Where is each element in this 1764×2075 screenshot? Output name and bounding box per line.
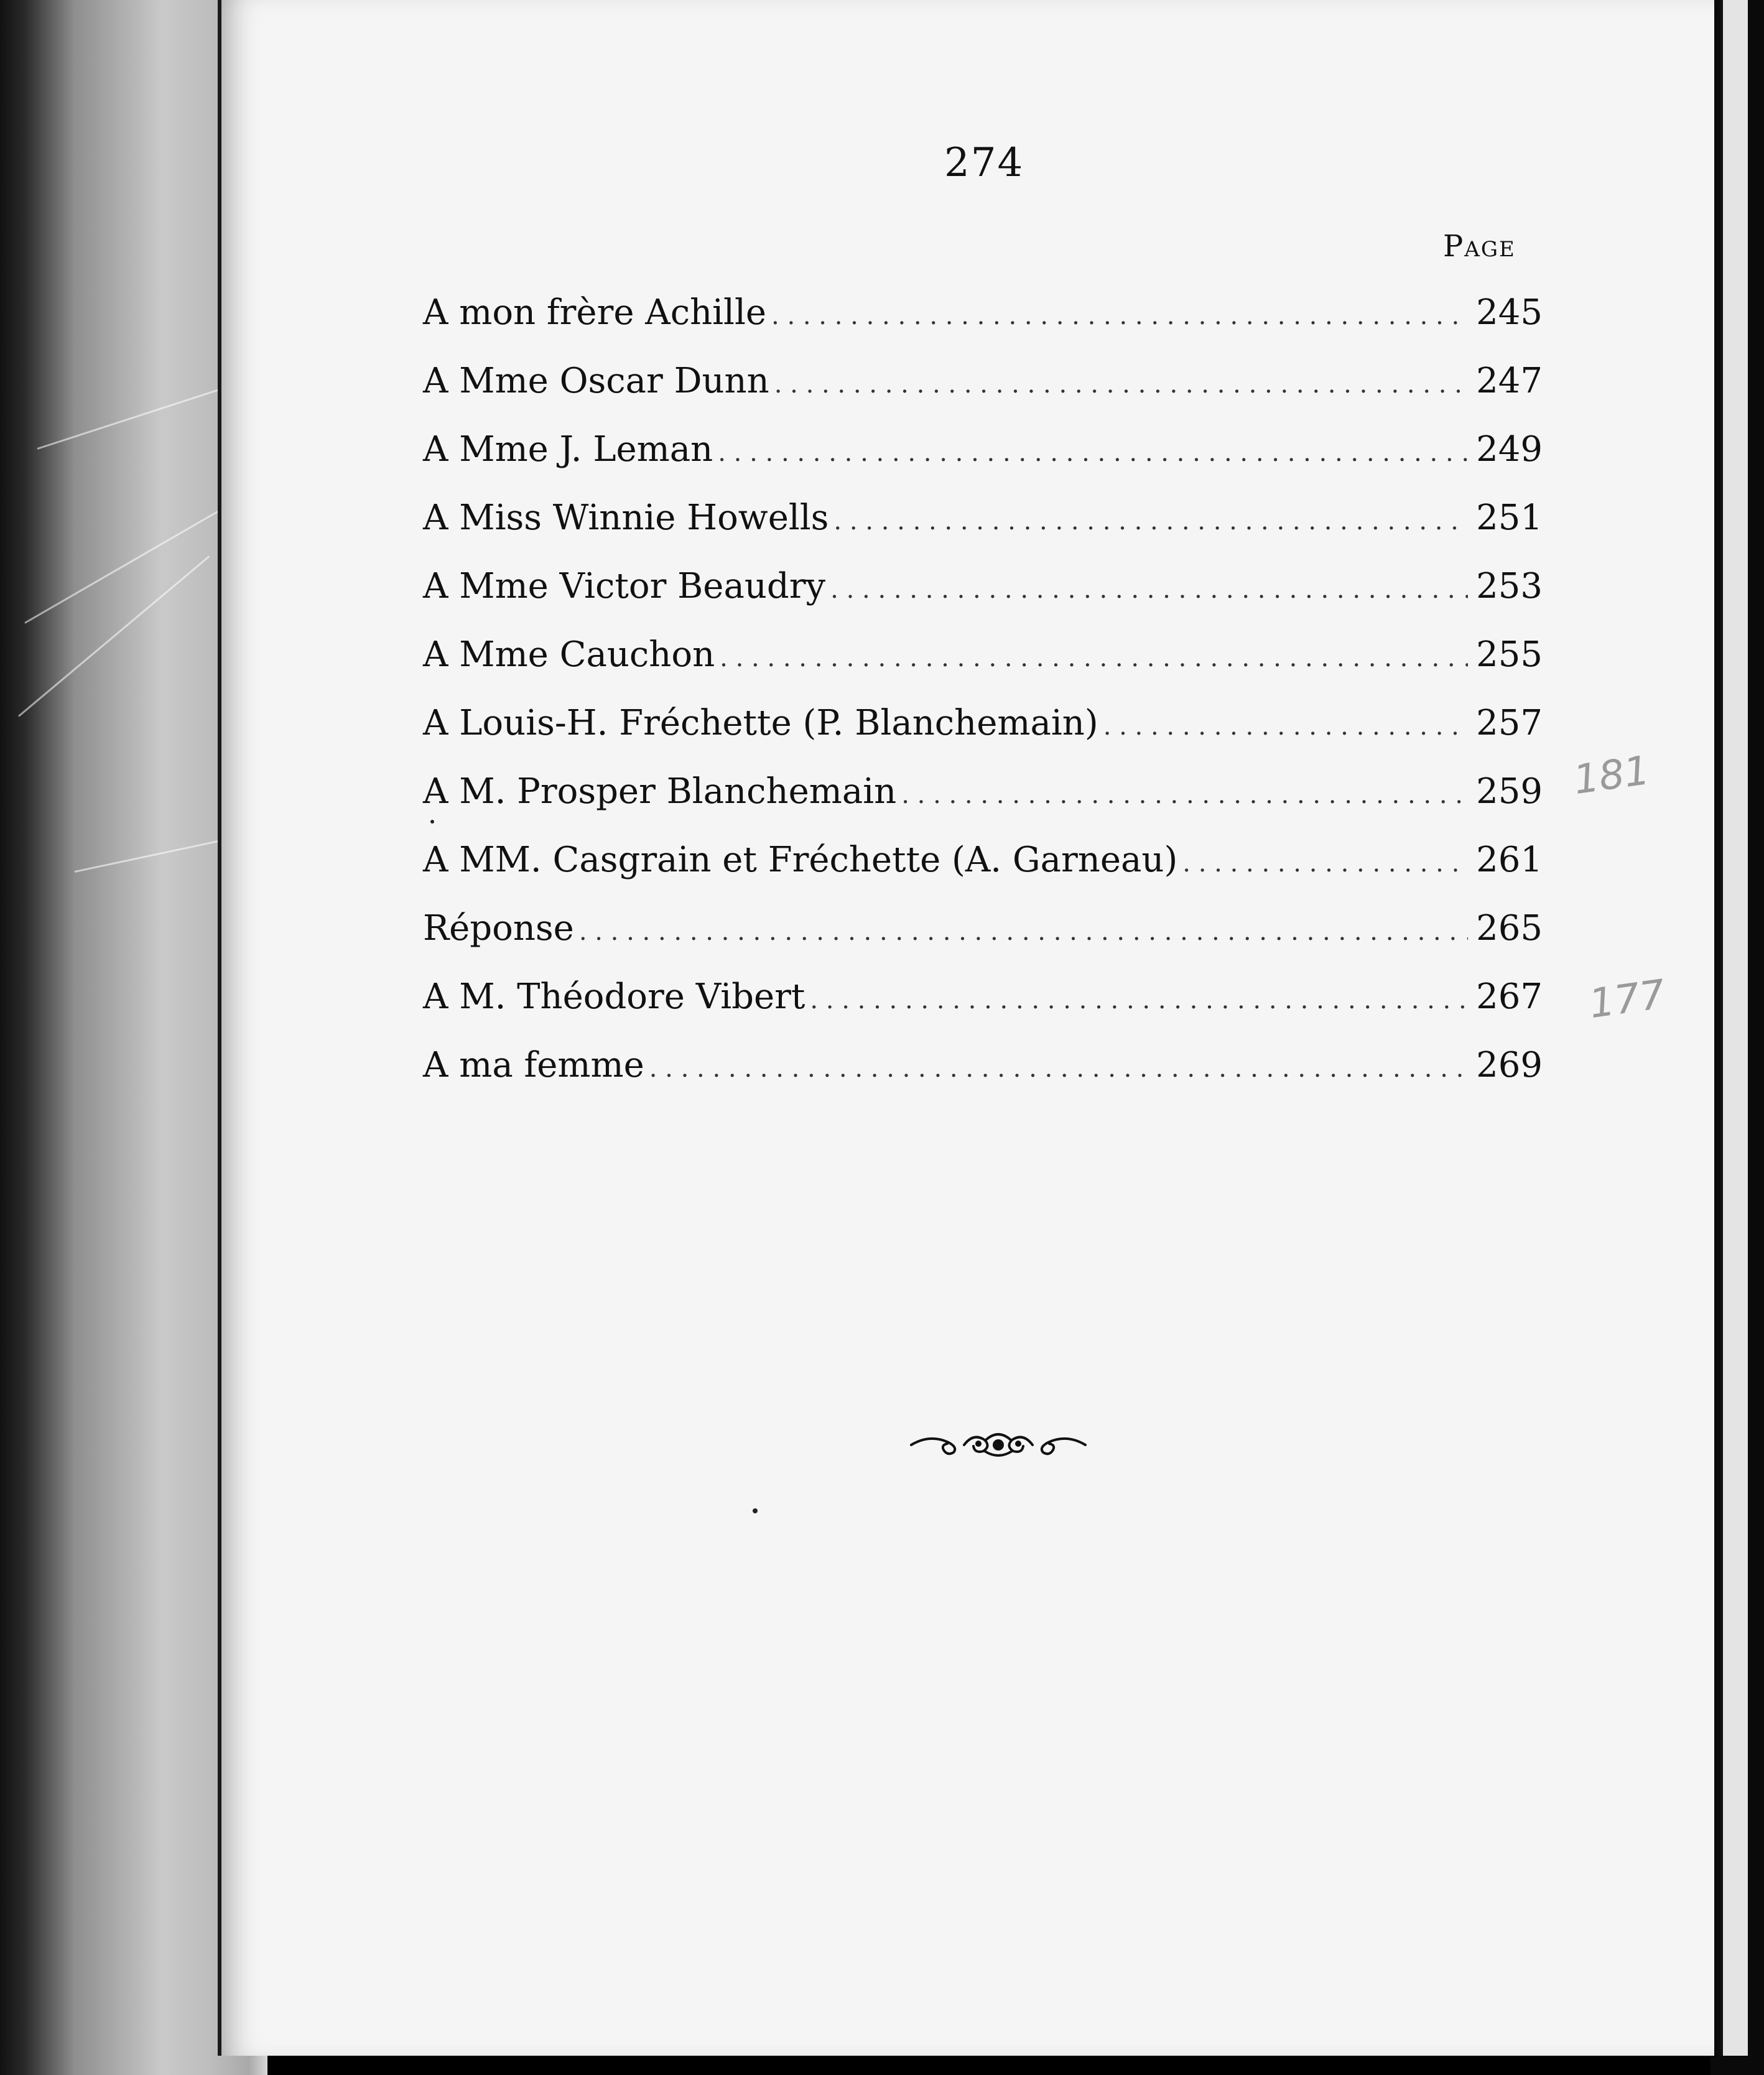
toc-entry-title: A M. Prosper Blanchemain [423, 771, 897, 812]
dot-leader [1182, 849, 1468, 878]
toc-entry-page: 255 [1476, 634, 1543, 675]
dot-leader [720, 644, 1468, 672]
dot-leader [1103, 712, 1468, 741]
dot-leader [833, 507, 1468, 536]
toc-entry-page: 245 [1476, 292, 1543, 333]
toc-entry-title: A Mme Victor Beaudry [423, 566, 826, 606]
toc-entry-page: 247 [1476, 361, 1543, 401]
dot-leader [771, 302, 1468, 330]
ink-speck [753, 1508, 758, 1513]
table-of-contents [423, 292, 1543, 1113]
toc-entry [423, 498, 1543, 566]
pencil-margin-note: 177 [1586, 971, 1668, 1028]
toc-entry-title: A ma femme [423, 1045, 644, 1085]
toc-entry [423, 429, 1543, 498]
toc-entry [423, 908, 1543, 977]
toc-entry-title: A Mme J. Leman [423, 429, 713, 470]
toc-entry-page: 257 [1476, 703, 1543, 743]
toc-entry-title: A Mme Cauchon [423, 634, 715, 675]
page-column-header: Page [1443, 229, 1516, 264]
toc-entry-page: 269 [1476, 1045, 1543, 1085]
toc-entry-page: 261 [1476, 840, 1543, 880]
toc-entry-title: A Mme Oscar Dunn [423, 361, 769, 401]
toc-entry-page: 259 [1476, 771, 1543, 812]
page-number: 274 [944, 140, 1024, 186]
toc-entry-title: A Louis-H. Fréchette (P. Blanchemain) [423, 703, 1098, 743]
toc-entry-page: 265 [1476, 908, 1543, 949]
toc-entry [423, 771, 1543, 840]
toc-entry [423, 566, 1543, 634]
ink-speck [430, 820, 434, 824]
dot-leader [579, 917, 1468, 946]
toc-entry-page: 249 [1476, 429, 1543, 470]
toc-entry-page: 253 [1476, 566, 1543, 606]
dot-leader [649, 1054, 1468, 1083]
toc-entry-title: A Miss Winnie Howells [423, 498, 829, 538]
toc-entry-page: 251 [1476, 498, 1543, 538]
fleuron-ornament-icon [905, 1421, 1092, 1465]
dot-leader [901, 781, 1468, 809]
right-page-edge [1720, 0, 1748, 2056]
toc-entry-title: A M. Théodore Vibert [423, 977, 805, 1017]
toc-entry-page: 267 [1476, 977, 1543, 1017]
dot-leader [830, 575, 1468, 604]
toc-entry-title: Réponse [423, 908, 574, 949]
toc-entry [423, 361, 1543, 429]
dot-leader [810, 986, 1468, 1014]
pencil-margin-note: 181 [1571, 747, 1653, 804]
toc-entry [423, 977, 1543, 1045]
dot-leader [774, 370, 1468, 399]
toc-entry [423, 1045, 1543, 1113]
toc-entry [423, 703, 1543, 771]
dot-leader [718, 439, 1468, 467]
toc-entry-title: A MM. Casgrain et Fréchette (A. Garneau) [423, 840, 1178, 880]
toc-entry-title: A mon frère Achille [423, 292, 767, 333]
toc-entry [423, 840, 1543, 908]
toc-entry [423, 292, 1543, 361]
toc-entry [423, 634, 1543, 703]
